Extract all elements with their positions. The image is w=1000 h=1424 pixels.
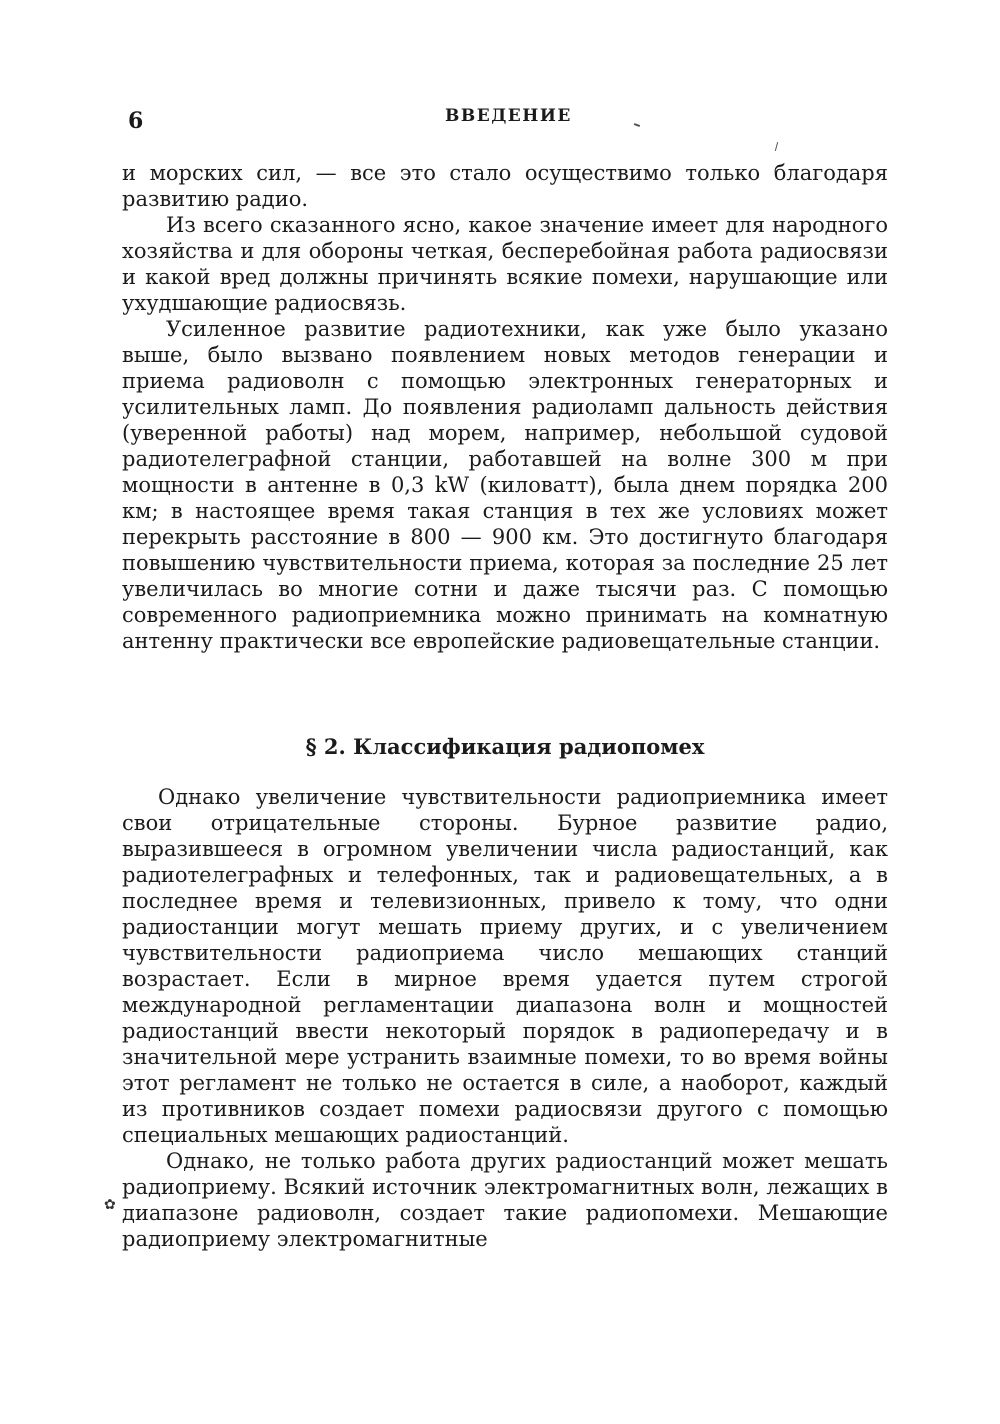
paragraph: Однако увеличение чувствительности радиоприемника имеет свои отрицательные стороны. Бурное развитие радио, выразившееся в огромном увеличении числа радиостанций, как радиотелеграфных и телефонных, так и радиовещательных, а в последнее время и телевизионных, привело к тому, что одни радиостанции могут мешать приему других, и с увеличением чувствительности радиоприема число мешающих станций возрастает. Если в мирное время удается путем строгой международной регламентации диапазона волн и мощностей радиостанций ввести некоторый порядок в радиопередачу и в значительной мере устранить взаимные помехи, то во время войны этот регламент не только не остается в силе, а наоборот, каждый из противников создает помехи радиосвязи другого с помощью специальных мешающих радиостанций. [122, 785, 888, 1147]
text-block-top [122, 160, 888, 654]
margin-mark-icon: ✿ [104, 1197, 116, 1213]
chapter-title: ВВЕДЕНИЕ [445, 106, 572, 126]
text-block-bottom [122, 784, 888, 1252]
page-number: 6 [128, 108, 144, 134]
paragraph: Из всего сказанного ясно, какое значение имеет для народного хозяйства и для обороны четкая, бесперебойная работа радиосвязи и какой вред должны причинять всякие помехи, нарушающие или ухудшающие радиосвязь. [122, 213, 888, 315]
paragraph: Однако, не только работа других радиостанций может мешать радиоприему. Всякий источник электромагнитных волн, лежащих в диапазоне радиоволн, создает такие радиопомехи. Мешающие радиоприему электромагнитные [122, 1149, 888, 1251]
section-heading: § 2. Классификация радиопомех [305, 734, 705, 759]
paragraph: и морских сил, — все это стало осуществимо только благодаря развитию радио. [122, 161, 888, 211]
print-speck [775, 142, 778, 151]
running-head [120, 104, 890, 134]
paragraph: Усиленное развитие радиотехники, как уже было указано выше, было вызвано появлением новых методов генерации и приема радиоволн с помощью электронных генераторных и усилительных ламп. До появления радиоламп дальность действия (уверенной работы) над морем, например, небольшой судовой радиотелеграфной станции, работавшей на волне 300 м при мощности в антенне в 0,3 kW (киловатт), была днем порядка 200 км; в настоящее время такая станция в тех же условиях может перекрыть расстояние в 800 — 900 км. Это достигнуто благодаря повышению чувствительности приема, которая за последние 25 лет увеличилась во многие сотни и даже тысячи раз. С помощью современного радиоприемника можно принимать на комнатную антенну практически все европейские радиовещательные станции. [122, 317, 888, 653]
